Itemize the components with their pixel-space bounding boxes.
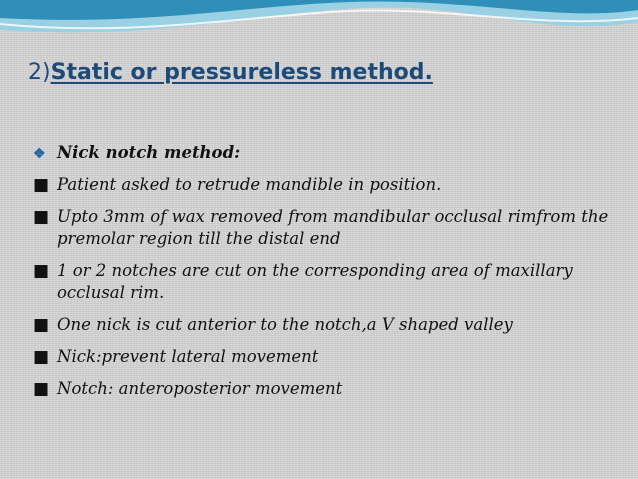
square-bullet-icon: ■ [33,379,50,399]
list-item-text: One nick is cut anterior to the notch,a V shaped valley [57,315,513,334]
square-bullet-icon: ■ [33,207,50,227]
list-item [33,206,625,250]
square-bullet-icon: ■ [33,175,50,195]
list-item [33,378,625,400]
title-text: Static or pressureless method. [50,60,433,85]
list-item-text: Patient asked to retrude mandible in position. [57,175,442,194]
list-item [33,346,625,368]
list-item [33,314,625,336]
list-item [33,260,625,304]
list-item [33,174,625,196]
list-item-text: Nick:prevent lateral movement [57,347,319,366]
list-item-text: 1 or 2 notches are cut on the corresponding area of maxillary occlusal rim. [57,261,573,302]
diamond-bullet-icon: ❖ [33,146,46,162]
square-bullet-icon: ■ [33,261,50,281]
square-bullet-icon: ■ [33,347,50,367]
list-item-text: Notch: anteroposterior movement [57,379,343,398]
list-item-text: Nick notch method: [57,143,241,162]
title-number: 2) [28,60,51,85]
list-item-heading [33,142,625,164]
list-item-text: Upto 3mm of wax removed from mandibular occlusal rimfrom the premolar region till the distal end [57,207,609,248]
bullet-list [33,142,625,410]
square-bullet-icon: ■ [33,315,50,335]
slide-title [28,60,433,85]
